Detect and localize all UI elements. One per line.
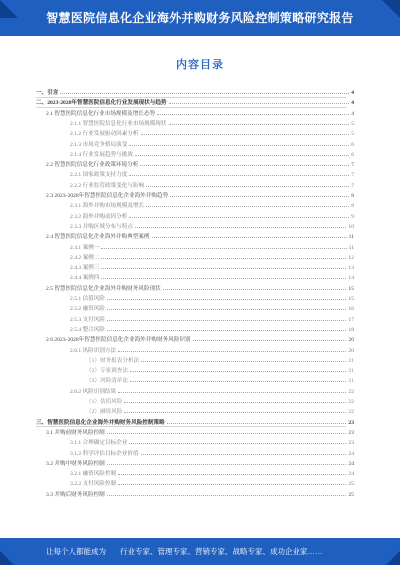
toc-entry-text: 2.5.4 整合风险: [70, 326, 105, 333]
toc-entry[interactable]: [70, 220, 354, 230]
toc-leader-dots: [129, 217, 349, 218]
toc-entry-text: 3.2.2 支付风险控制: [70, 481, 117, 488]
toc-leader-dots: [118, 351, 346, 352]
toc-leader-dots: [107, 433, 347, 434]
toc-entry[interactable]: [70, 385, 354, 395]
toc-page-number: 16: [348, 306, 354, 313]
toc-page-number: 15: [348, 285, 354, 292]
toc-leader-dots: [60, 93, 349, 94]
toc-leader-dots: [107, 299, 346, 300]
toc-entry[interactable]: [70, 148, 354, 158]
toc-entry[interactable]: [70, 127, 354, 137]
toc-page-number: 21: [348, 378, 354, 385]
toc-entry-text: （1）估值风险: [86, 399, 123, 405]
toc-page-number: 4: [351, 90, 354, 96]
toc-page-number: 20: [348, 347, 354, 354]
toc-entry[interactable]: [36, 96, 354, 106]
footer-slogan: 让每个人都能成为: [46, 547, 106, 556]
toc-entry-text: 2.1.1 智慧医院信息化行业市场规模现状: [70, 120, 167, 127]
toc-leader-dots: [130, 371, 346, 372]
toc-page-number: 10: [348, 223, 354, 230]
toc-entry[interactable]: [70, 436, 354, 446]
toc-page-number: 23: [348, 419, 354, 426]
toc-leader-dots: [118, 474, 346, 475]
toc-entry[interactable]: [70, 138, 354, 148]
toc-leader-dots: [129, 145, 349, 146]
toc-entry[interactable]: [46, 333, 354, 343]
toc-leader-dots: [157, 114, 349, 115]
toc-entry-text: 3.1 并购前财务风险控制: [46, 429, 105, 436]
header-bar: [0, 0, 400, 36]
toc-page-number: 24: [348, 471, 354, 478]
toc-leader-dots: [107, 495, 347, 496]
toc-entry[interactable]: [70, 199, 354, 209]
toc-entry-text: 2.2.1 国家政策支持力度: [70, 172, 128, 179]
toc-entry[interactable]: [46, 158, 354, 168]
toc-page-number: 7: [351, 182, 354, 189]
toc-entry-text: 2.4.3 案例三: [70, 265, 100, 272]
toc-entry-text: 2.3.2 海外并购动因分析: [70, 213, 128, 220]
toc-leader-dots: [107, 330, 346, 331]
toc-page-number: 5: [351, 131, 354, 138]
toc-leader-dots: [135, 155, 349, 156]
toc-entry-text: 三、智慧医院信息化企业海外并购财务风险控制策略: [36, 419, 165, 426]
toc-entry-text: 3.1.1 合理确定目标企业: [70, 440, 128, 447]
toc-page-number: 21: [348, 368, 354, 375]
toc-page-number: 22: [348, 388, 354, 395]
toc-entry[interactable]: [70, 271, 354, 281]
toc-leader-dots: [101, 258, 346, 259]
toc-page-number: 17: [348, 316, 354, 323]
toc-entry[interactable]: [70, 168, 354, 178]
toc-entry-text: 2.5.2 融资风险: [70, 306, 105, 313]
toc-leader-dots: [141, 134, 350, 135]
toc-entry[interactable]: [70, 447, 354, 457]
toc-entry[interactable]: [70, 344, 354, 354]
toc-page-number: 18: [348, 326, 354, 333]
toc-page-number: 12: [348, 254, 354, 261]
toc-entry-text: 二、2023-2028年智慧医院信息化行业发展现状与趋势: [36, 100, 167, 107]
toc-leader-dots: [129, 175, 349, 176]
toc-entry-text: 2.4.1 案例一: [70, 244, 100, 251]
toc-page-number: 5: [351, 120, 354, 127]
toc-entry-text: 3.2 并购中财务风险控制: [46, 460, 105, 467]
footer-corner-left: [0, 551, 14, 565]
toc-entry-text: 3.1.2 科学评估目标企业价值: [70, 450, 139, 457]
toc-title: 内容目录: [176, 59, 224, 71]
toc-leader-dots: [140, 165, 349, 166]
toc-entry-text: 2.4 智慧医院信息化企业海外并购典型案例: [46, 234, 150, 241]
toc-leader-dots: [124, 402, 346, 403]
toc-leader-dots: [152, 237, 347, 238]
footer-roles: 行业专家、管理专家、营销专家、战略专家、成功企业家……: [120, 547, 323, 556]
toc-entry[interactable]: [46, 107, 354, 117]
toc-entry[interactable]: [46, 488, 354, 498]
toc-entry[interactable]: [46, 189, 354, 199]
toc-leader-dots: [167, 423, 347, 424]
toc-leader-dots: [193, 340, 347, 341]
toc-entry[interactable]: [86, 354, 354, 364]
toc-entry-text: 3.3 并购后财务风险控制: [46, 491, 105, 498]
toc-entry-text: 2.5.1 估值风险: [70, 296, 105, 302]
toc-entry-text: 2.5 智慧医院信息化企业海外并购财务风险现状: [46, 285, 161, 292]
toc-entry[interactable]: [46, 426, 354, 436]
toc-entry[interactable]: [70, 251, 354, 261]
toc-entry-text: 2.2 智慧医院信息化行业政策环境分析: [46, 162, 139, 169]
toc-entry[interactable]: [70, 292, 354, 302]
toc-page-number: 22: [348, 409, 354, 416]
toc-leader-dots: [163, 289, 347, 290]
toc-entry-text: 2.5.3 支付风险: [70, 316, 105, 323]
toc-leader-dots: [118, 484, 346, 485]
toc-entry[interactable]: [46, 230, 354, 240]
toc-page-number: 23: [348, 440, 354, 447]
toc-entry[interactable]: [70, 179, 354, 189]
toc-entry-text: （2）融资风险: [86, 409, 123, 416]
toc-entry-text: 一、引言: [36, 90, 59, 96]
toc-page-number: 7: [351, 162, 354, 169]
toc-leader-dots: [135, 227, 346, 228]
toc-page-number: 24: [348, 460, 354, 467]
toc-entry-text: 2.1.2 行业发展驱动因素分析: [70, 131, 139, 138]
toc-leader-dots: [141, 361, 346, 362]
toc-page-number: 25: [348, 481, 354, 488]
toc-page-number: 6: [351, 141, 354, 148]
toc-page-number: 23: [348, 429, 354, 436]
toc-page-number: 7: [351, 172, 354, 179]
toc-leader-dots: [146, 206, 349, 207]
toc-entry[interactable]: [86, 364, 354, 374]
toc-leader-dots: [124, 412, 346, 413]
toc-entry[interactable]: [70, 117, 354, 127]
footer-corner-right: [386, 551, 400, 565]
toc-entry[interactable]: [86, 395, 354, 405]
toc-page-number: 14: [348, 275, 354, 282]
toc-entry-text: 2.3.3 并购区域分布与特点: [70, 223, 133, 230]
report-title: 智慧医院信息化企业海外并购财务风险控制策略研究报告: [46, 11, 354, 25]
toc-entry-text: 2.4.2 案例二: [70, 254, 100, 261]
toc-entry-text: （1）财务报表分析法: [86, 357, 140, 364]
toc-entry-text: 2.6.1 风险识别方法: [70, 347, 117, 354]
toc-entry-text: 2.3.1 海外并购市场规模及增长: [70, 203, 145, 210]
toc-page-number: 13: [348, 265, 354, 272]
toc-entry-text: 2.6.2 风险识别结果: [70, 388, 117, 395]
toc-entry[interactable]: [46, 282, 354, 292]
toc-entry[interactable]: [46, 457, 354, 467]
toc-entry-text: 2.3 2023-2028年智慧医院信息化企业海外并购趋势: [46, 193, 169, 199]
toc-entry-text: 2.4.4 案例四: [70, 275, 100, 282]
toc-entry[interactable]: [36, 86, 354, 96]
toc-leader-dots: [169, 103, 350, 104]
toc-leader-dots: [130, 381, 346, 382]
toc-leader-dots: [118, 392, 346, 393]
toc-entry-text: （2）专家调查法: [86, 368, 128, 375]
toc-leader-dots: [101, 278, 346, 279]
toc-entry[interactable]: [70, 241, 354, 251]
toc-page-number: 8: [351, 193, 354, 199]
toc-page-number: 11: [348, 244, 354, 251]
toc-entry[interactable]: [70, 477, 354, 487]
toc-page-number: 6: [351, 151, 354, 158]
toc-entry[interactable]: [36, 416, 354, 426]
toc-page-number: 15: [348, 296, 354, 302]
toc-leader-dots: [169, 124, 350, 125]
toc-entry-text: 2.2.2 行业监管政策变化与影响: [70, 182, 145, 189]
toc-entry[interactable]: [70, 313, 354, 323]
toc-page-number: 4: [351, 100, 354, 107]
toc-leader-dots: [107, 309, 346, 310]
toc-page-number: 11: [348, 234, 354, 241]
toc-leader-dots: [101, 248, 346, 249]
toc-leader-dots: [129, 443, 346, 444]
toc-entry-text: 2.1.4 行业发展趋势与挑战: [70, 151, 133, 158]
toc-page-number: 8: [351, 203, 354, 210]
toc-page-number: 20: [348, 337, 354, 344]
toc-leader-dots: [107, 320, 346, 321]
toc-page-number: 22: [348, 399, 354, 405]
toc-page-number: 25: [348, 491, 354, 498]
toc-page-number: 21: [348, 357, 354, 364]
toc-entry-text: 3.2.1 融资风险控制: [70, 471, 117, 478]
toc-leader-dots: [170, 196, 349, 197]
toc-entry[interactable]: [86, 374, 354, 384]
toc-leader-dots: [101, 268, 346, 269]
toc-entry[interactable]: [70, 467, 354, 477]
toc-entry[interactable]: [70, 210, 354, 220]
toc-entry-text: （3）风险清单法: [86, 378, 128, 385]
toc-leader-dots: [141, 454, 347, 455]
toc-entry-text: 2.1 智慧医院信息化行业市场规模及增长态势: [46, 110, 156, 117]
toc-entry-text: 2.6 2023-2028年智慧医院信息化企业海外并购财务风险识别: [46, 337, 191, 344]
toc-entry[interactable]: [70, 261, 354, 271]
toc-entry[interactable]: [86, 405, 354, 415]
toc-leader-dots: [107, 464, 347, 465]
footer-bar: [0, 538, 400, 565]
toc-leader-dots: [146, 186, 349, 187]
toc-page-number: 24: [348, 450, 354, 457]
toc-entry[interactable]: [70, 323, 354, 333]
toc-page-number: 9: [351, 213, 354, 220]
toc-entry-text: 2.1.3 市场竞争格局演变: [70, 141, 128, 148]
toc-page-number: 4: [351, 110, 354, 117]
toc-entry[interactable]: [70, 302, 354, 312]
